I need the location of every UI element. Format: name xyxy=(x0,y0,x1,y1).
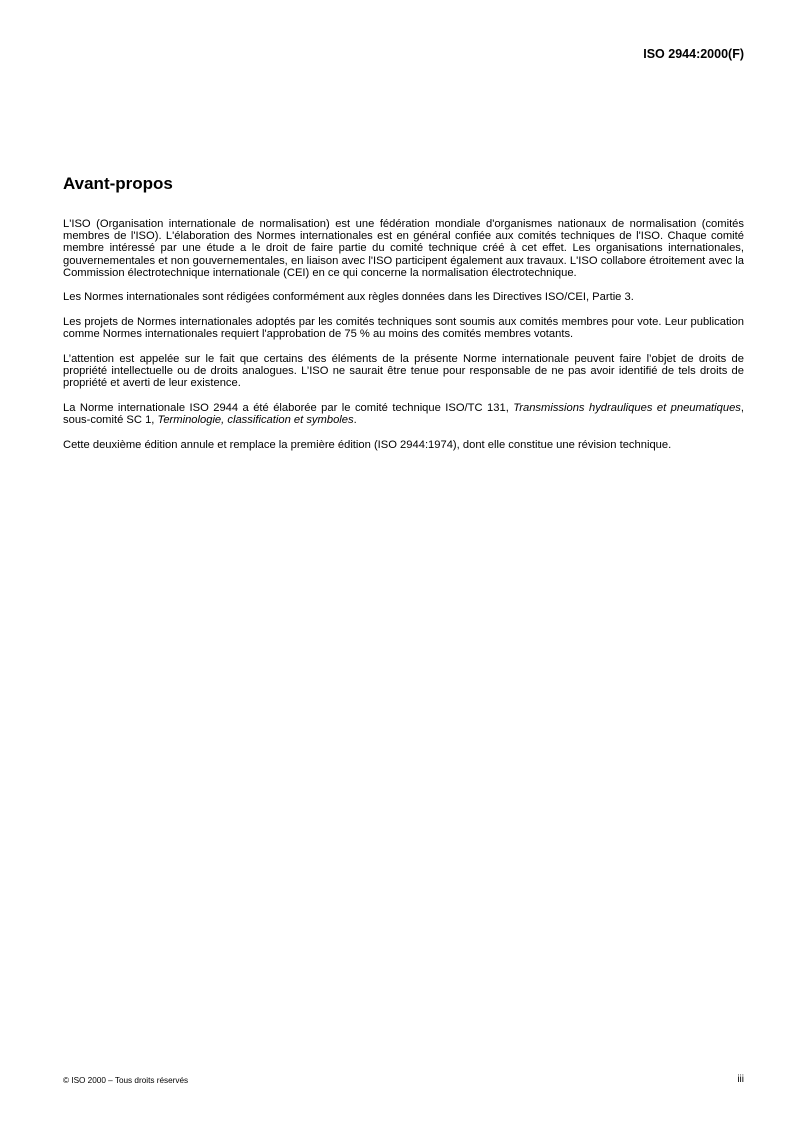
footer-copyright: © ISO 2000 – Tous droits réservés xyxy=(63,1076,189,1085)
document-code: ISO 2944:2000(F) xyxy=(643,47,744,61)
committee-text-2: , sous-comité SC 1, xyxy=(63,401,745,426)
committee-text-1: La Norme internationale ISO 2944 a été élaborée par le comité technique ISO/TC 131, xyxy=(63,401,514,414)
subcommittee-title-italic: Terminologie, classification et symboles xyxy=(157,414,354,426)
paragraph-directives: Les Normes internationales sont rédigées conformément aux règles données dans les Directives ISO/CEI, Partie 3. xyxy=(63,291,634,304)
foreword-body xyxy=(63,218,744,463)
paragraph-iso-organisation: L'ISO (Organisation internationale de normalisation) est une fédération mondiale d'organismes nationaux de normalisation (comités membres de l'ISO). L'élaboration des Normes internationales est en général confiée aux comités techniques de l'ISO. Chaque comité membre intéressé par une étude a le droit de faire partie du comité technique créé à cet effet. Les organisations internationales, gouvernementales et non gouvernementales, en liaison avec l'ISO participent également aux travaux. L'ISO collabore étroitement avec la Commission électrotechnique internationale (CEI) en ce qui concerne la normalisation électrotechnique. xyxy=(63,218,744,279)
committee-title-italic: Transmissions hydrauliques et pneumatiques xyxy=(513,401,741,414)
paragraph-draft-approval: Les projets de Normes internationales adoptés par les comités techniques sont soumis aux comités membres pour vote. Leur publication comme Normes internationales requiert l'approbation de 75 % au moins des comités membres votants. xyxy=(63,316,744,341)
paragraph-committee xyxy=(63,402,744,426)
section-title: Avant-propos xyxy=(63,174,173,193)
paragraph-edition: Cette deuxième édition annule et remplace la première édition (ISO 2944:1974), dont elle constitue une révision technique. xyxy=(63,438,672,451)
page-number: iii xyxy=(737,1074,744,1085)
committee-text-3: . xyxy=(353,414,357,426)
paragraph-patent-rights: L’attention est appelée sur le fait que certains des éléments de la présente Norme internationale peuvent faire l’objet de droits de propriété intellectuelle ou de droits analogues. L’ISO ne saurait être tenue pour responsable de ne pas avoir identifié de tels droits de propriété et averti de leur existence. xyxy=(63,352,744,390)
